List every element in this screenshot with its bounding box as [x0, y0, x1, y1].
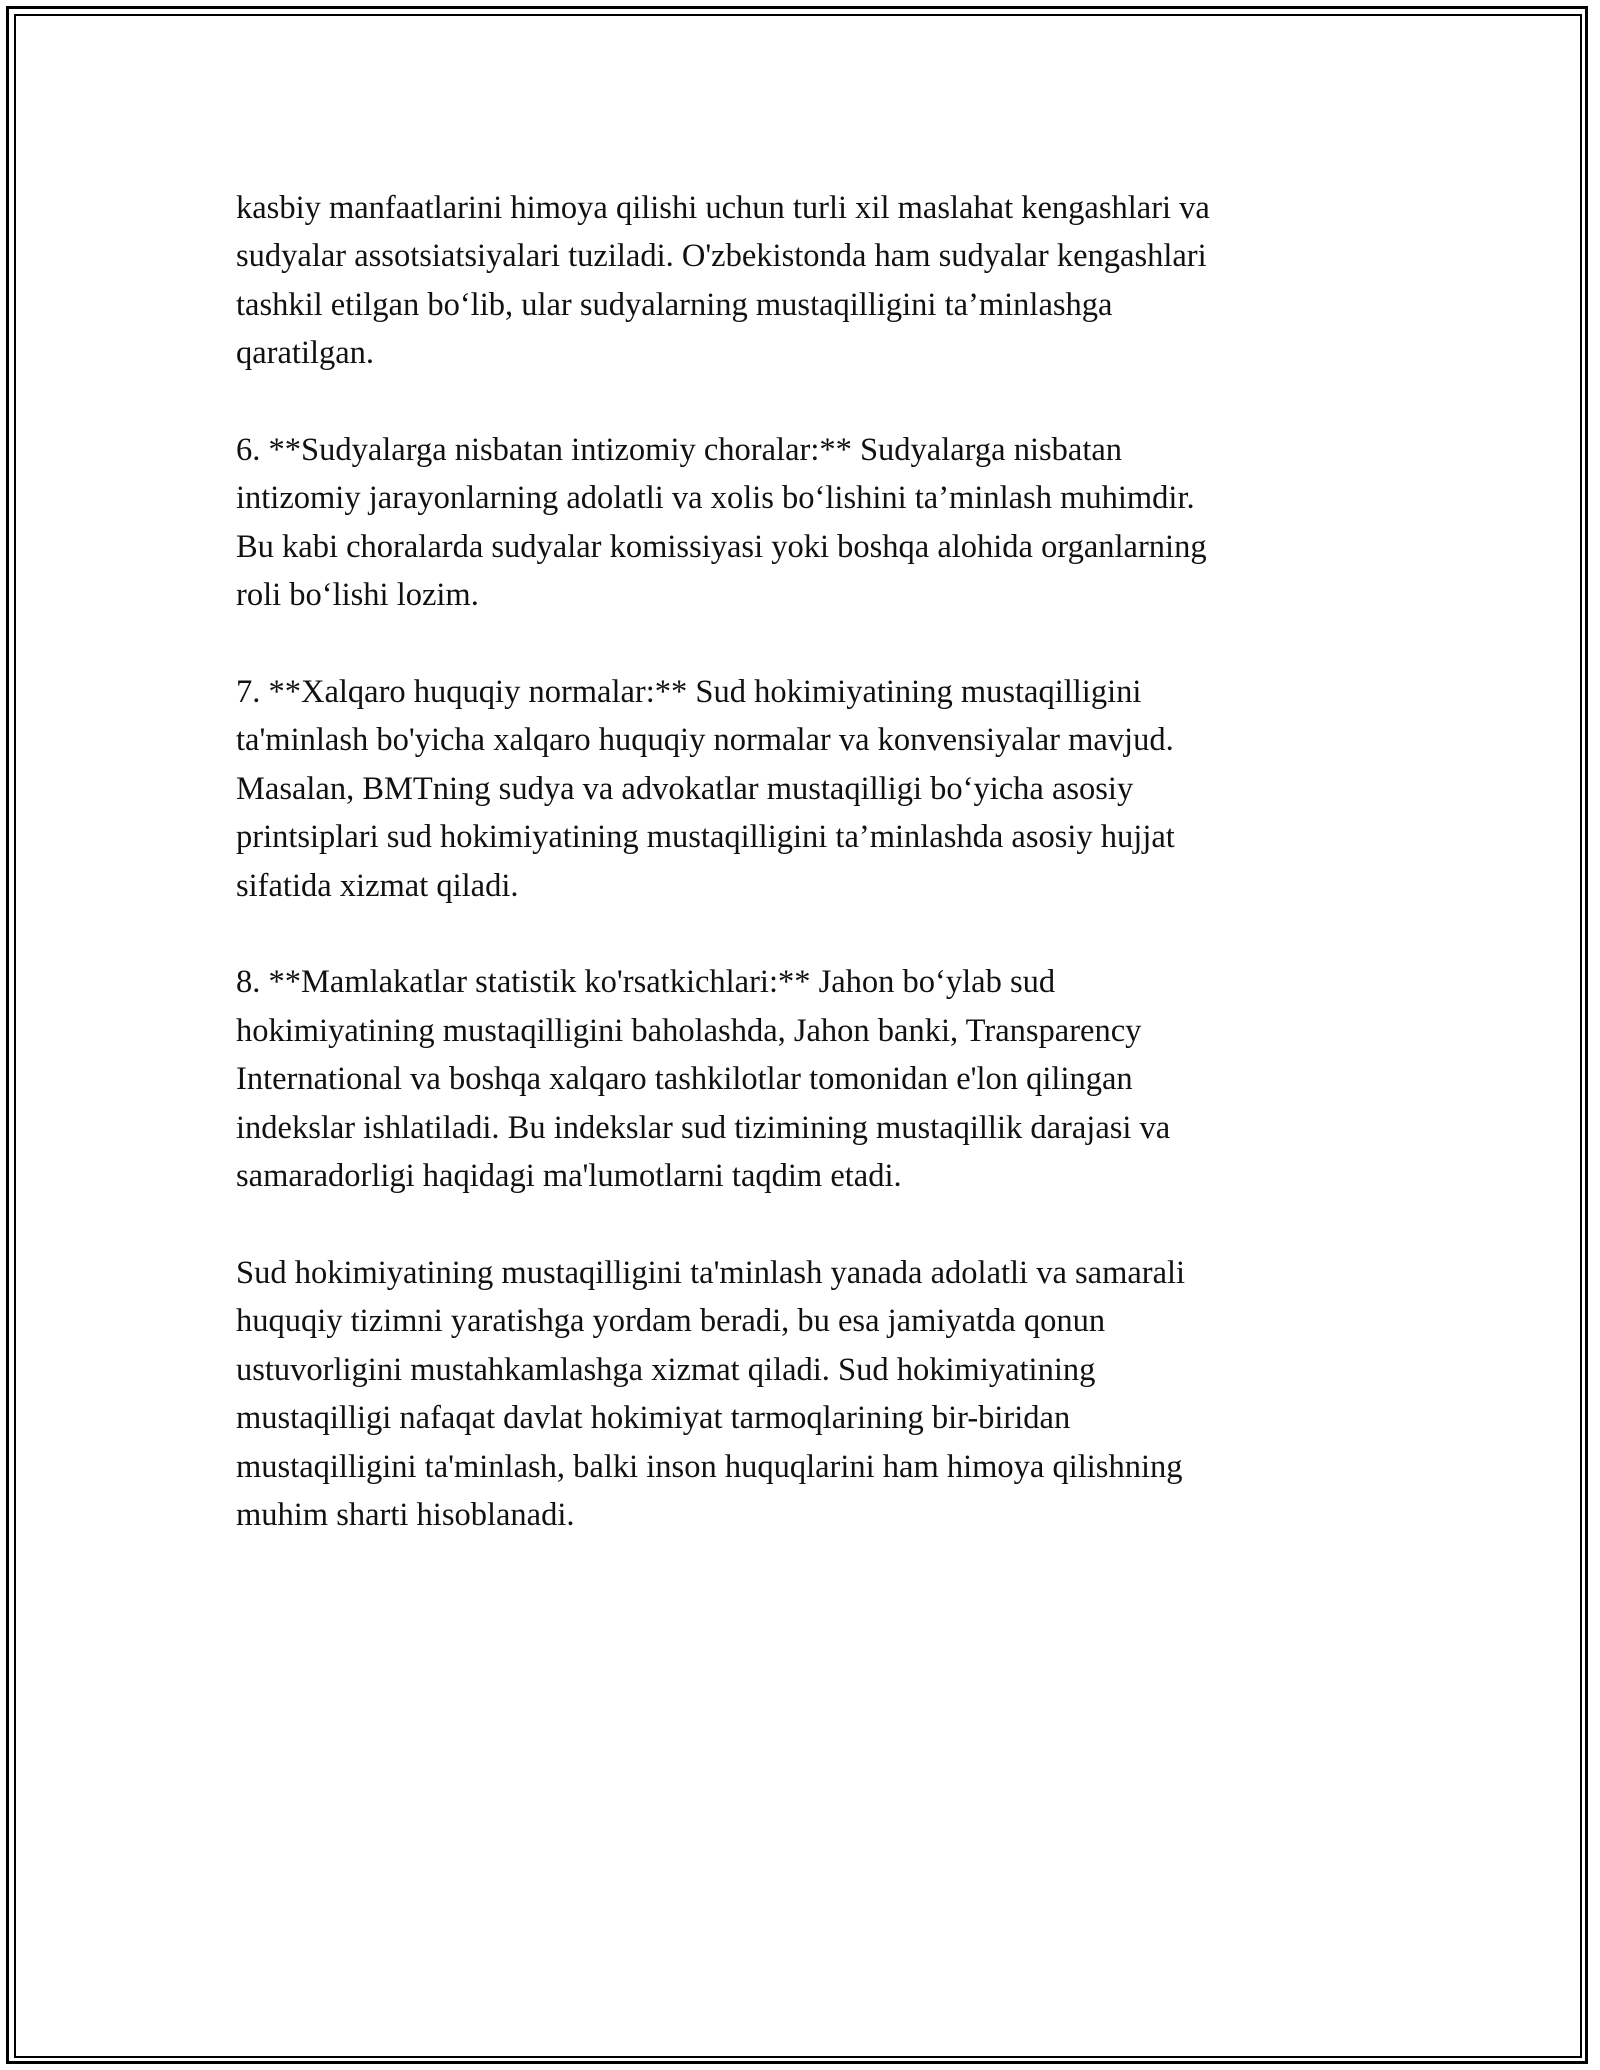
paragraph-international-norms: 7. **Xalqaro huquqiy normalar:** Sud hokimiyatining mustaqilligini ta'minlash bo'yicha xalqaro huquqiy normalar va konvensiyalar mavjud. Masalan, BMTning sudya va advokatlar mustaqilligi bo‘yicha asosiy printsiplari sud hokimiyatining mustaqilligini ta’minlashda asosiy hujjat sifatida xizmat qiladi.	[236, 674, 1175, 904]
paragraph-councils: kasbiy manfaatlarini himoya qilishi uchun turli xil maslahat kengashlari va sudyalar assotsiatsiyalari tuziladi. O'zbekistonda ham sudyalar kengashlari tashkil etilgan bo‘lib, ular sudyalarning mustaqilligini ta’minlashga qaratilgan.	[236, 190, 1210, 372]
paragraph-conclusion: Sud hokimiyatining mustaqilligini ta'minlash yanada adolatli va samarali huquqiy tizimni yaratishga yordam beradi, bu esa jamiyatda qonun ustuvorligini mustahkamlashga xizmat qiladi. Sud hokimiyatining mustaqilligi nafaqat davlat hokimiyat tarmoqlarining bir-biridan mustaqilligini ta'minlash, balki inson huquqlarini ham himoya qilishning muhim sharti hisoblanadi.	[236, 1254, 1186, 1533]
paragraph-country-statistics: 8. **Mamlakatlar statistik ko'rsatkichlari:** Jahon bo‘ylab sud hokimiyatining mustaqilligini baholashda, Jahon banki, Transparency International va boshqa xalqaro tashkilotlar tomonidan e'lon qilingan indekslar ishlatiladi. Bu indekslar sud tizimining mustaqillik darajasi va samaradorligi haqidagi ma'lumotlarni taqdim etadi.	[236, 964, 1171, 1195]
document-body	[236, 184, 1356, 1539]
paragraph-disciplinary-measures: 6. **Sudyalarga nisbatan intizomiy choralar:** Sudyalarga nisbatan intizomiy jarayonlarning adolatli va xolis bo‘lishini ta’minlash muhimdir. Bu kabi choralarda sudyalar komissiyasi yoki boshqa alohida organlarning roli bo‘lishi lozim.	[236, 432, 1207, 614]
